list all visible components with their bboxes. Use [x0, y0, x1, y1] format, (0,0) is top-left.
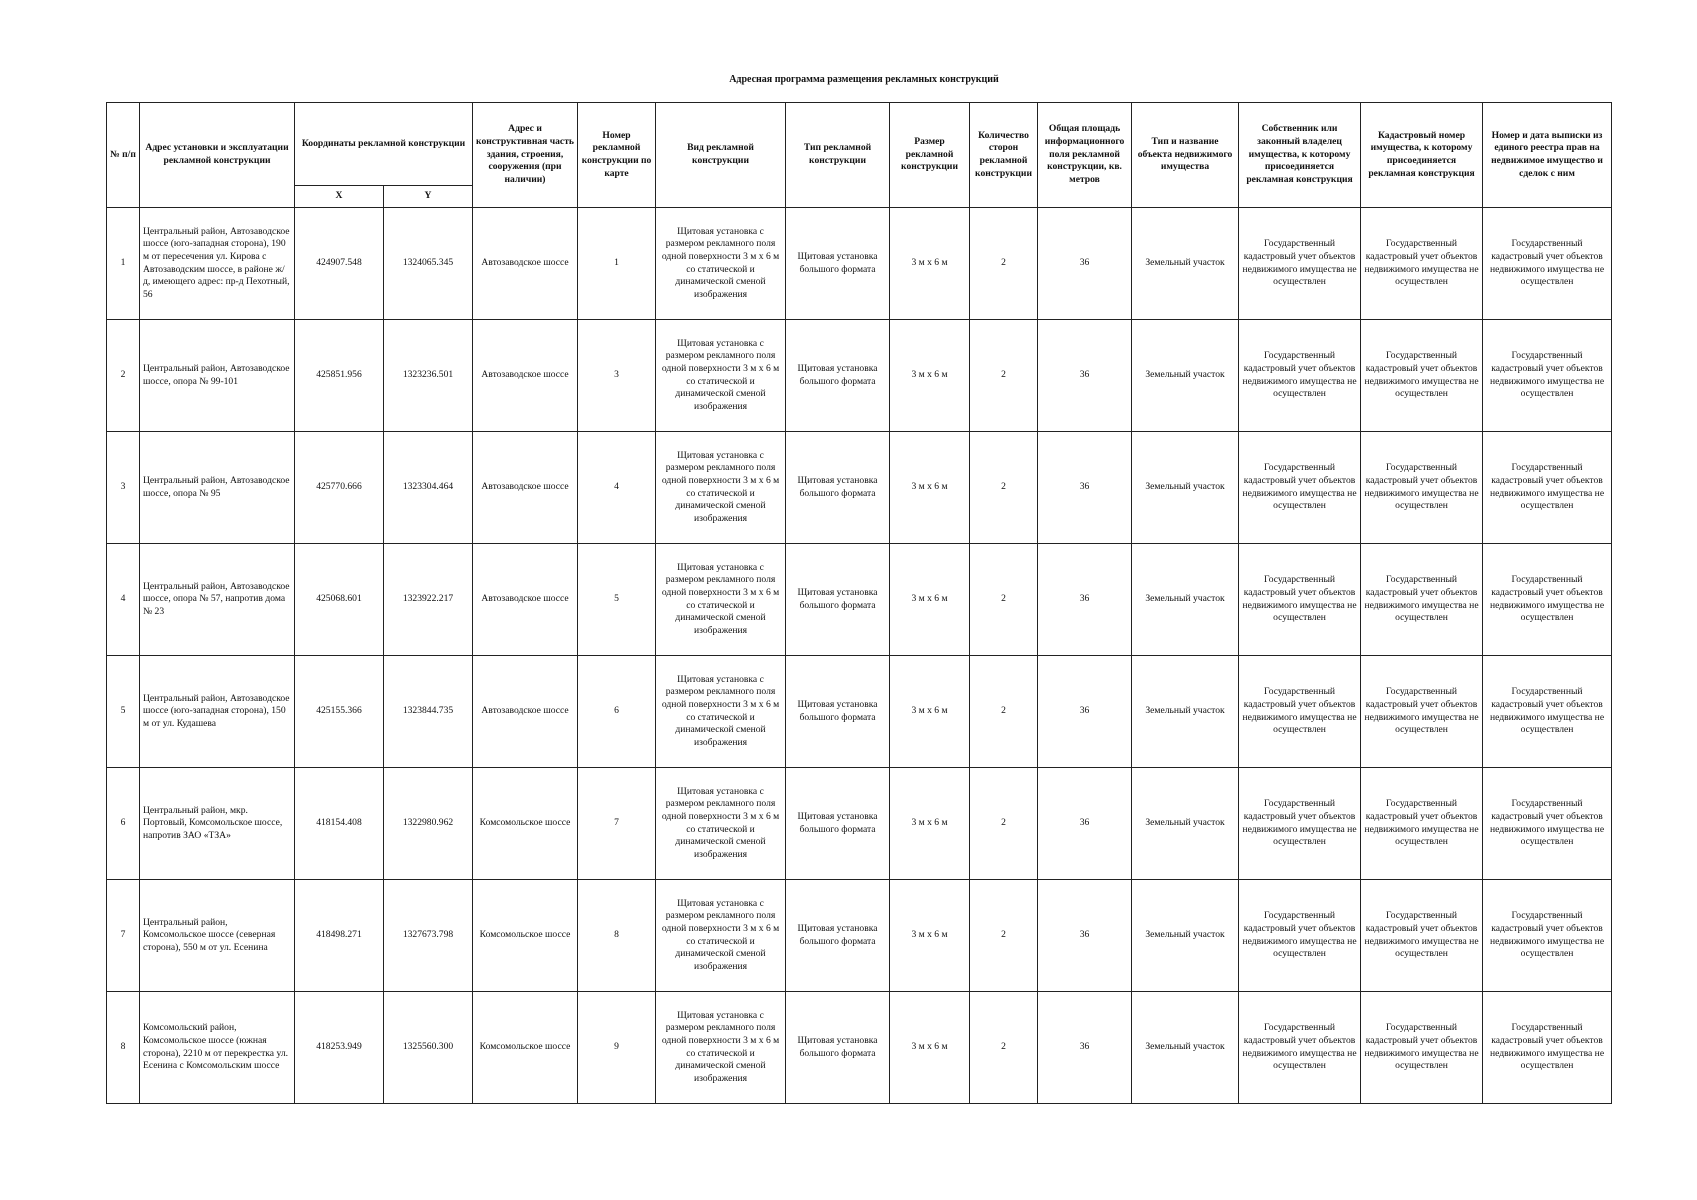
cell-extract: Государственный кадастровый учет объектов недвижимого имущества не осуществлен — [1483, 992, 1612, 1104]
cell-building: Автозаводское шоссе — [473, 320, 578, 432]
cell-x: 425155.366 — [295, 656, 384, 768]
cell-y: 1325560.300 — [384, 992, 473, 1104]
cell-owner: Государственный кадастровый учет объектов недвижимого имущества не осуществлен — [1239, 544, 1361, 656]
cell-cadastre: Государственный кадастровый учет объектов недвижимого имущества не осуществлен — [1361, 768, 1483, 880]
cell-building: Автозаводское шоссе — [473, 208, 578, 320]
header-owner: Собственник или законный владелец имущества, к которому присоединяется рекламная конструкция — [1239, 103, 1361, 208]
cell-num: 2 — [107, 320, 140, 432]
cell-address: Центральный район, Автозаводское шоссе (юго-западная сторона), 190 м от пересечения ул. Кирова с Автозаводским шоссе, в районе ж/д, имеющего адрес: пр-д Пехотный, 56 — [140, 208, 295, 320]
cell-building: Комсомольское шоссе — [473, 880, 578, 992]
cell-size: 3 м х 6 м — [890, 992, 970, 1104]
cell-property: Земельный участок — [1132, 992, 1239, 1104]
cell-building: Комсомольское шоссе — [473, 992, 578, 1104]
cell-num: 7 — [107, 880, 140, 992]
header-coords: Координаты рекламной конструкции — [295, 103, 473, 186]
header-kind: Вид рекламной конструкции — [656, 103, 786, 208]
header-type: Тип рекламной конструкции — [786, 103, 890, 208]
cell-type: Щитовая установка большого формата — [786, 768, 890, 880]
cell-sides: 2 — [970, 208, 1038, 320]
cell-building: Автозаводское шоссе — [473, 656, 578, 768]
cell-type: Щитовая установка большого формата — [786, 992, 890, 1104]
cell-extract: Государственный кадастровый учет объектов недвижимого имущества не осуществлен — [1483, 320, 1612, 432]
cell-cadastre: Государственный кадастровый учет объектов недвижимого имущества не осуществлен — [1361, 320, 1483, 432]
header-extract: Номер и дата выписки из единого реестра прав на недвижимое имущество и сделок с ним — [1483, 103, 1612, 208]
cell-area: 36 — [1038, 656, 1132, 768]
cell-num: 6 — [107, 768, 140, 880]
table-row — [107, 992, 1612, 1104]
table-row — [107, 656, 1612, 768]
cell-building: Автозаводское шоссе — [473, 544, 578, 656]
header-num: № п/п — [107, 103, 140, 208]
cell-building: Комсомольское шоссе — [473, 768, 578, 880]
cell-x: 425068.601 — [295, 544, 384, 656]
header-area: Общая площадь информационного поля рекламной конструкции, кв. метров — [1038, 103, 1132, 208]
cell-owner: Государственный кадастровый учет объектов недвижимого имущества не осуществлен — [1239, 768, 1361, 880]
cell-map-no: 5 — [578, 544, 656, 656]
header-size: Размер рекламной конструкции — [890, 103, 970, 208]
cell-sides: 2 — [970, 656, 1038, 768]
cell-kind: Щитовая установка с размером рекламного поля одной поверхности 3 м х 6 м со статической и динамической сменой изображения — [656, 656, 786, 768]
cell-extract: Государственный кадастровый учет объектов недвижимого имущества не осуществлен — [1483, 208, 1612, 320]
cell-num: 4 — [107, 544, 140, 656]
cell-type: Щитовая установка большого формата — [786, 208, 890, 320]
cell-area: 36 — [1038, 208, 1132, 320]
cell-size: 3 м х 6 м — [890, 208, 970, 320]
cell-cadastre: Государственный кадастровый учет объектов недвижимого имущества не осуществлен — [1361, 544, 1483, 656]
header-map-no: Номер рекламной конструкции по карте — [578, 103, 656, 208]
cell-type: Щитовая установка большого формата — [786, 656, 890, 768]
header-property: Тип и название объекта недвижимого имущества — [1132, 103, 1239, 208]
cell-y: 1327673.798 — [384, 880, 473, 992]
cell-cadastre: Государственный кадастровый учет объектов недвижимого имущества не осуществлен — [1361, 656, 1483, 768]
cell-area: 36 — [1038, 880, 1132, 992]
cell-y: 1323922.217 — [384, 544, 473, 656]
cell-address: Комсомольский район, Комсомольское шоссе (южная сторона), 2210 м от перекрестка ул. Есенина с Комсомольским шоссе — [140, 992, 295, 1104]
cell-area: 36 — [1038, 544, 1132, 656]
cell-y: 1323844.735 — [384, 656, 473, 768]
cell-map-no: 1 — [578, 208, 656, 320]
cell-size: 3 м х 6 м — [890, 880, 970, 992]
cell-sides: 2 — [970, 432, 1038, 544]
cell-kind: Щитовая установка с размером рекламного поля одной поверхности 3 м х 6 м со статической и динамической сменой изображения — [656, 208, 786, 320]
cell-y: 1322980.962 — [384, 768, 473, 880]
header-cadastre: Кадастровый номер имущества, к которому присоединяется рекламная конструкция — [1361, 103, 1483, 208]
cell-property: Земельный участок — [1132, 768, 1239, 880]
table-row — [107, 544, 1612, 656]
cell-property: Земельный участок — [1132, 880, 1239, 992]
cell-address: Центральный район, Автозаводское шоссе (юго-западная сторона), 150 м от ул. Кудашева — [140, 656, 295, 768]
cell-sides: 2 — [970, 320, 1038, 432]
cell-sides: 2 — [970, 880, 1038, 992]
cell-owner: Государственный кадастровый учет объектов недвижимого имущества не осуществлен — [1239, 880, 1361, 992]
cell-kind: Щитовая установка с размером рекламного поля одной поверхности 3 м х 6 м со статической и динамической сменой изображения — [656, 320, 786, 432]
cell-extract: Государственный кадастровый учет объектов недвижимого имущества не осуществлен — [1483, 656, 1612, 768]
cell-sides: 2 — [970, 992, 1038, 1104]
cell-map-no: 3 — [578, 320, 656, 432]
cell-kind: Щитовая установка с размером рекламного поля одной поверхности 3 м х 6 м со статической и динамической сменой изображения — [656, 544, 786, 656]
table-row — [107, 208, 1612, 320]
cell-property: Земельный участок — [1132, 432, 1239, 544]
cell-map-no: 4 — [578, 432, 656, 544]
cell-size: 3 м х 6 м — [890, 544, 970, 656]
cell-address: Центральный район, Автозаводское шоссе, опора № 57, напротив дома № 23 — [140, 544, 295, 656]
cell-cadastre: Государственный кадастровый учет объектов недвижимого имущества не осуществлен — [1361, 432, 1483, 544]
cell-num: 1 — [107, 208, 140, 320]
cell-x: 425851.956 — [295, 320, 384, 432]
cell-type: Щитовая установка большого формата — [786, 320, 890, 432]
cell-owner: Государственный кадастровый учет объектов недвижимого имущества не осуществлен — [1239, 656, 1361, 768]
cell-y: 1324065.345 — [384, 208, 473, 320]
cell-address: Центральный район, мкр. Портовый, Комсомольское шоссе, напротив ЗАО «ТЗА» — [140, 768, 295, 880]
cell-x: 425770.666 — [295, 432, 384, 544]
cell-property: Земельный участок — [1132, 208, 1239, 320]
cell-area: 36 — [1038, 768, 1132, 880]
cell-owner: Государственный кадастровый учет объектов недвижимого имущества не осуществлен — [1239, 208, 1361, 320]
cell-owner: Государственный кадастровый учет объектов недвижимого имущества не осуществлен — [1239, 320, 1361, 432]
cell-type: Щитовая установка большого формата — [786, 544, 890, 656]
cell-size: 3 м х 6 м — [890, 320, 970, 432]
cell-kind: Щитовая установка с размером рекламного поля одной поверхности 3 м х 6 м со статической и динамической сменой изображения — [656, 992, 786, 1104]
cell-owner: Государственный кадастровый учет объектов недвижимого имущества не осуществлен — [1239, 992, 1361, 1104]
cell-kind: Щитовая установка с размером рекламного поля одной поверхности 3 м х 6 м со статической и динамической сменой изображения — [656, 768, 786, 880]
advertising-structures-table — [106, 102, 1612, 1104]
cell-kind: Щитовая установка с размером рекламного поля одной поверхности 3 м х 6 м со статической и динамической сменой изображения — [656, 432, 786, 544]
cell-size: 3 м х 6 м — [890, 768, 970, 880]
cell-size: 3 м х 6 м — [890, 432, 970, 544]
cell-size: 3 м х 6 м — [890, 656, 970, 768]
header-sides: Количество сторон рекламной конструкции — [970, 103, 1038, 208]
cell-cadastre: Государственный кадастровый учет объектов недвижимого имущества не осуществлен — [1361, 208, 1483, 320]
cell-map-no: 9 — [578, 992, 656, 1104]
cell-property: Земельный участок — [1132, 656, 1239, 768]
cell-area: 36 — [1038, 320, 1132, 432]
cell-owner: Государственный кадастровый учет объектов недвижимого имущества не осуществлен — [1239, 432, 1361, 544]
cell-y: 1323236.501 — [384, 320, 473, 432]
cell-map-no: 8 — [578, 880, 656, 992]
cell-num: 5 — [107, 656, 140, 768]
cell-kind: Щитовая установка с размером рекламного поля одной поверхности 3 м х 6 м со статической и динамической сменой изображения — [656, 880, 786, 992]
cell-type: Щитовая установка большого формата — [786, 432, 890, 544]
cell-sides: 2 — [970, 768, 1038, 880]
cell-x: 418498.271 — [295, 880, 384, 992]
header-building: Адрес и конструктивная часть здания, строения, сооружения (при наличии) — [473, 103, 578, 208]
cell-num: 3 — [107, 432, 140, 544]
cell-extract: Государственный кадастровый учет объектов недвижимого имущества не осуществлен — [1483, 544, 1612, 656]
cell-address: Центральный район, Автозаводское шоссе, опора № 95 — [140, 432, 295, 544]
cell-extract: Государственный кадастровый учет объектов недвижимого имущества не осуществлен — [1483, 768, 1612, 880]
cell-map-no: 6 — [578, 656, 656, 768]
cell-address: Центральный район, Комсомольское шоссе (северная сторона), 550 м от ул. Есенина — [140, 880, 295, 992]
cell-building: Автозаводское шоссе — [473, 432, 578, 544]
header-x: X — [295, 186, 384, 208]
cell-sides: 2 — [970, 544, 1038, 656]
table-row — [107, 768, 1612, 880]
table-row — [107, 320, 1612, 432]
cell-property: Земельный участок — [1132, 320, 1239, 432]
cell-map-no: 7 — [578, 768, 656, 880]
cell-extract: Государственный кадастровый учет объектов недвижимого имущества не осуществлен — [1483, 432, 1612, 544]
table-row — [107, 432, 1612, 544]
cell-cadastre: Государственный кадастровый учет объектов недвижимого имущества не осуществлен — [1361, 992, 1483, 1104]
cell-area: 36 — [1038, 432, 1132, 544]
document-title: Адресная программа размещения рекламных конструкций — [729, 74, 999, 85]
cell-x: 418154.408 — [295, 768, 384, 880]
cell-cadastre: Государственный кадастровый учет объектов недвижимого имущества не осуществлен — [1361, 880, 1483, 992]
cell-area: 36 — [1038, 992, 1132, 1104]
cell-type: Щитовая установка большого формата — [786, 880, 890, 992]
header-address: Адрес установки и эксплуатации рекламной конструкции — [140, 103, 295, 208]
cell-address: Центральный район, Автозаводское шоссе, опора № 99-101 — [140, 320, 295, 432]
cell-property: Земельный участок — [1132, 544, 1239, 656]
cell-num: 8 — [107, 992, 140, 1104]
table-row — [107, 880, 1612, 992]
cell-y: 1323304.464 — [384, 432, 473, 544]
cell-extract: Государственный кадастровый учет объектов недвижимого имущества не осуществлен — [1483, 880, 1612, 992]
cell-x: 418253.949 — [295, 992, 384, 1104]
cell-x: 424907.548 — [295, 208, 384, 320]
header-y: Y — [384, 186, 473, 208]
